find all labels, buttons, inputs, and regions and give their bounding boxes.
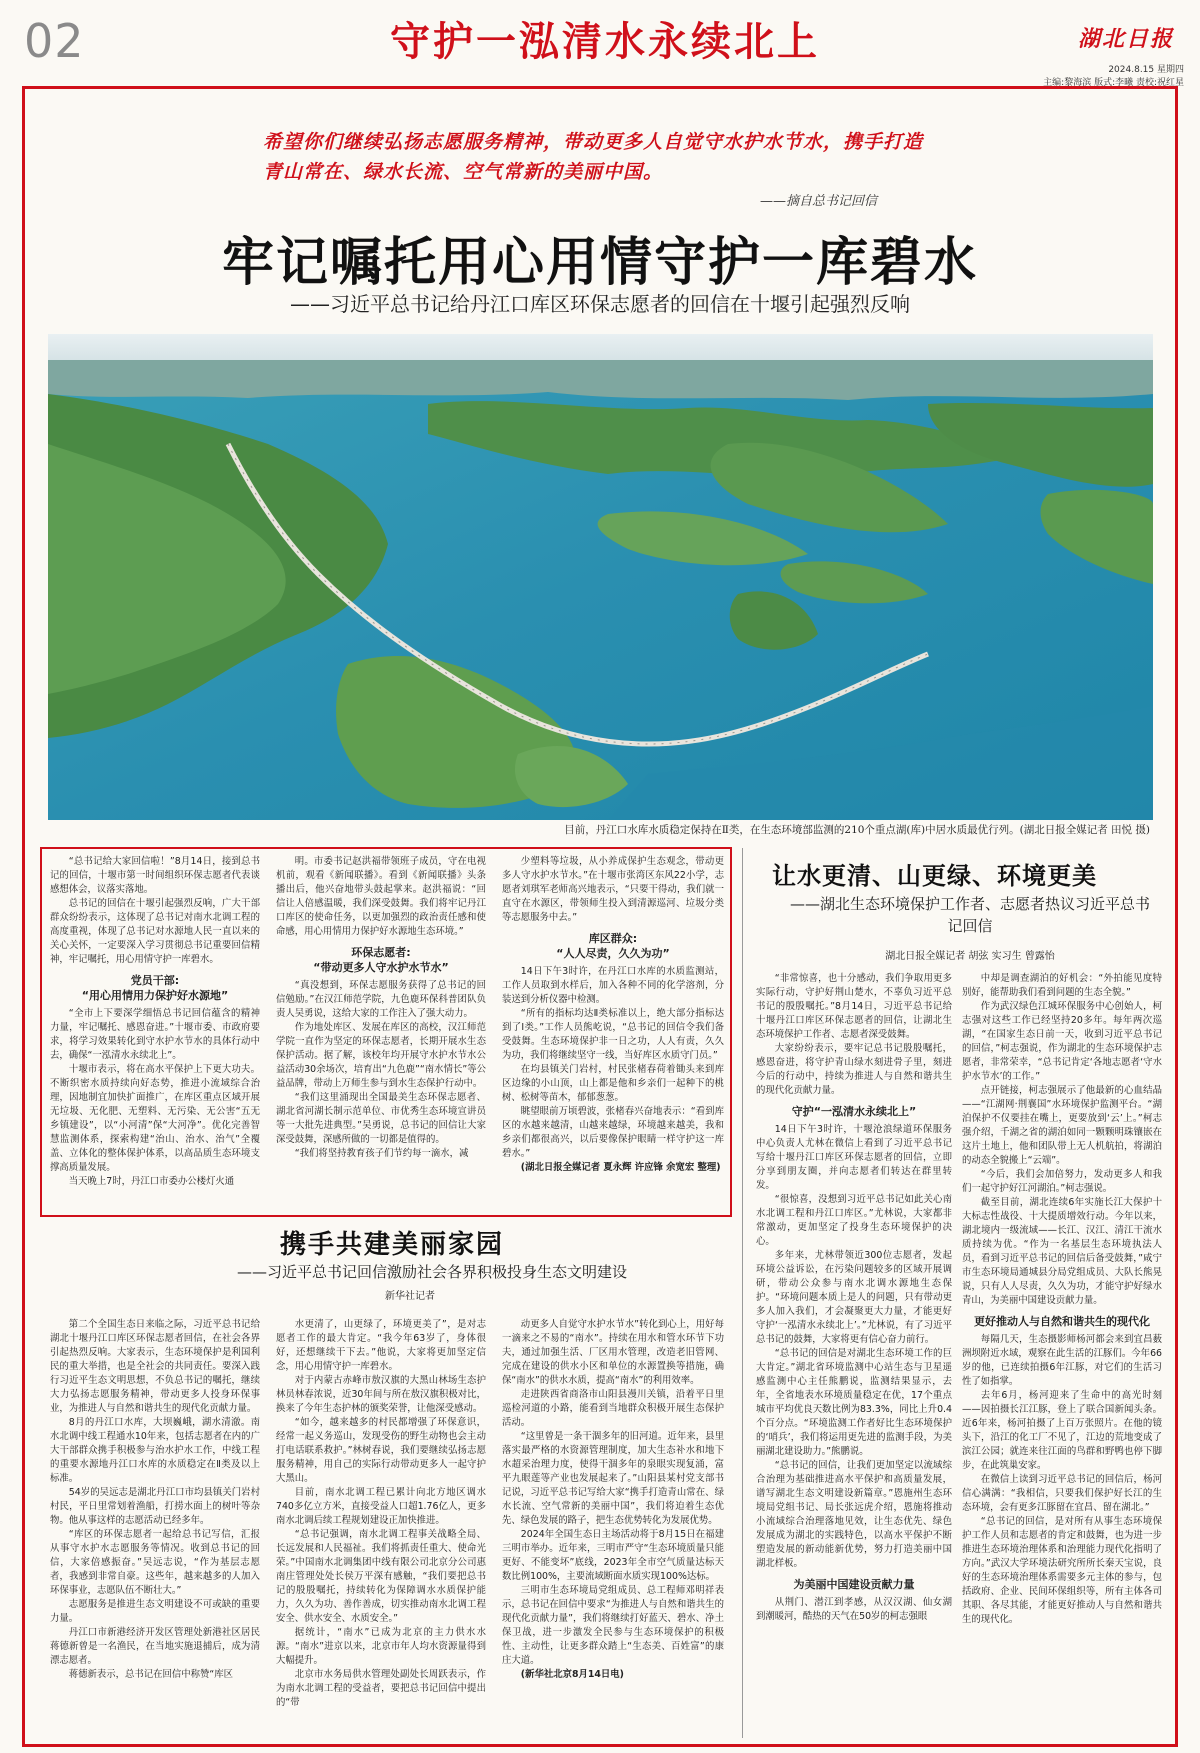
paragraph: 动更多人自觉守水护水节水”转化到心上，用好每一滴来之不易的“南水”。持续在用水和管水环节下功夫，通过加强生活、厂区用水管理，改造老旧管网、完成在建设的供水小区和单位的水源置换等措施，确保“南水”的供水水质，提高“南水”的利用效率。 (502, 1319, 724, 1386)
section3-byline: 湖北日报全媒记者 胡弦 实习生 曾露怡 (885, 951, 1055, 962)
paragraph: 中却是调查湖泊的好机会：“外拍能见度特别好，能帮助我们看到问题的生态全貌。” (962, 973, 1162, 998)
photo-caption: 目前，丹江口水库水质稳定保持在Ⅱ类，在生态环境部监测的210个重点湖(库)中居水质最优行列。(湖北日报全媒记者 田悦 摄) (564, 824, 1150, 836)
paragraph: “今后，我们会加倍努力，发动更多人和我们一起守护好江河湖泊。”柯志强说。 (962, 1169, 1162, 1194)
paragraph: 对于内蒙古赤峰市敖汉旗的大黑山林场生态护林员林春浓说，近30年间与所在敖汉旗积极对比，换来了今年生态护林的颁奖荣誉，让他深受感动。 (276, 1375, 486, 1414)
subhead-label: 环保志愿者: (351, 946, 411, 959)
section2-subheadline: ——习近平总书记回信激励社会各界积极投身生态文明建设 (236, 1263, 627, 1281)
paragraph: 蒋德新表示，总书记在回信中称赞“库区 (68, 1669, 234, 1680)
paragraph: 多年来，尤林带领近300位志愿者，发起环境公益诉讼，在污染问题较多的区域开展调研，带动公众参与南水北调水源地生态保护。“环境问题本质上是人的问题，只有带动更多人加入我们，才会凝聚更大力量，才能更好守护‘一泓清水永续北上’。”尤林说，有了习近平总书记的鼓舞，大家将更有信心奋力前行。 (756, 1250, 952, 1345)
paragraph: “很惊喜，没想到习近平总书记如此关心南水北调工程和丹江口库区。”尤林说，大家都非常激动，更加坚定了投身生态环境保护的决心。 (756, 1194, 952, 1247)
page-header-title: 守护一泓清水永续北上 (390, 18, 820, 65)
newspaper-logo: 湖北日报 (1078, 26, 1175, 52)
paragraph: 8月的丹江口水库，大坝巍峨，湖水清澈。南水北调中线工程通水10年来，包括志愿者在内的广大干部群众携手积极参与治水护水工作，中线工程的重要水源地丹江口水库的水质稳定在Ⅱ类及以上标准。 (50, 1417, 260, 1484)
paragraph: 去年6月，杨河迎来了生命中的高光时刻——因拍摄长江江豚，登上了联合国新闻头条。近6年来，杨河拍摄了上百万张照片。在他的镜头下，沿江的化工厂不见了，江边的荒地变成了滨江公园；就连来往江面的鸟群和野鸭也停下脚步，在此筑巢安家。 (962, 1390, 1162, 1471)
section2-col2 (276, 1318, 486, 1738)
lead-headline: 牢记嘱托用心用情守护一库碧水 (221, 232, 978, 293)
subhead: 守护“一泓清水永续北上” (791, 1105, 917, 1118)
paragraph: 从荆门、潜江到孝感，从汉汉湖、仙女湖到潮暖河，酷热的天气在50岁的柯志强眼 (756, 1597, 952, 1622)
subhead: 更好推动人与自然和谐共生的现代化 (974, 1315, 1150, 1328)
paragraph: 每隔几天，生态摄影师杨河都会来到宜昌薮洲坝附近水域，观察在此生活的江豚们。今年66岁的他，已连续拍摄6年江豚，对它们的生活习性了如指掌。 (962, 1334, 1162, 1387)
paragraph: 在均县镇关门岩村，村民张楮春荷着锄头来到库区边缘的小山顶，山上都是他和乡亲们一起种下的桃树、松树等苗木，郁郁葱葱。 (502, 1064, 724, 1103)
section2-headline: 携手共建美丽家园 (280, 1230, 505, 1260)
paragraph: 作为武汉绿色江城环保服务中心创始人，柯志强对这些工作已经坚持20多年。每年两次巡湖，“在国家生态日前一天，收到习近平总书记的回信，”柯志强说，作为湖北的生态环境保护志愿者，非常荣幸，“总书记肯定‘各地志愿者‘守水护水节水’的工作。” (962, 1001, 1162, 1082)
subhead: 为美丽中国建设贡献力量 (793, 1578, 915, 1591)
lead-article-col3 (502, 855, 724, 1211)
paragraph: 总书记的回信在十堰引起强烈反响，广大干部群众纷纷表示，这体现了总书记对南水北调工程的高度重视，体现了总书记对水源地人民一直以来的关心关怀，一定要深入学习贯彻总书记重要回信精神，牢记嘱托，用心用情守护一库碧水。 (50, 898, 260, 965)
subhead (276, 945, 486, 975)
paragraph: “总书记的回信是对湖北生态环境工作的巨大肯定。”湖北省环境监测中心站生态与卫星遥感监测中心主任熊鹏说，监测结果显示，去年，全省地表水环境质量稳定在优，17个重点城市平均优良天数比例为83.3%，同比上升0.4个百分点。“环境监测工作者好比生态环境保护的‘哨兵’，我们将运用更先进的监测手段，为美丽湖北建设助力。”熊鹏说。 (756, 1348, 952, 1457)
paragraph: 走进陕西省商洛市山阳县漫川关镇，沿着平日里巡检河道的小路，能看到当地群众积极开展生态保护活动。 (502, 1389, 724, 1428)
article-credit: (新华社北京8月14日电) (520, 1669, 624, 1680)
paragraph: 14日下午3时许，十堰沧浪绿道环保服务中心负责人尤林在微信上看到了习近平总书记写给十堰丹江口库区环保志愿者的回信，立即分享到朋友圈，并向志愿者们转达在群里转发。 (756, 1124, 952, 1191)
pull-quote: 希望你们继续弘扬志愿服务精神，带动更多人自觉守水护水节水，携手打造青山常在、绿水长流、空气常新的美丽中国。 (263, 131, 924, 183)
issue-date: 2024.8.15 星期四 (1108, 65, 1184, 75)
paragraph: 丹江口市新港经济开发区管理处新港社区居民蒋德新曾是一名渔民，在当地实施退捕后，成为清漂志愿者。 (50, 1627, 260, 1666)
paragraph: “所有的指标均达Ⅱ类标准以上，绝大部分指标达到了Ⅰ类。”工作人员熊屹说，“总书记的回信令我们备受鼓舞。生态环境保护非一日之功，人人有责，久久为功，我们将继续坚守一线，当好库区水质守门员。” (502, 1008, 724, 1061)
paragraph: 志愿服务是推进生态文明建设不可或缺的重要力量。 (50, 1599, 260, 1624)
paragraph: 十堰市表示，将在高水平保护上下更大功夫。不断织密水质持续向好态势，推进小流域综合治理，因地制宜加快扩面推广，在库区重点区域开展无垃圾、无化肥、无塑料、无污染、无公害“五无乡镇建设”，以“小河清”保“大河净”。优化完善智慧监测体系，探索构建“治山、治水、治气”全覆盖、立体化的整体保护体系，以高品质生态环境支撑高质量发展。 (50, 1064, 260, 1173)
paragraph: “库区的环保志愿者一起给总书记写信，汇报从事守水护水志愿服务等情况。收到总书记的回信，大家倍感振奋。”吴远志说，“作为基层志愿者，我感到非常自豪。这些年，越来越多的人加入环保事业，志愿队伍不断壮大。” (50, 1529, 260, 1596)
paragraph: 54岁的吴远志是湖北丹江口市均县镇关门岩村村民，平日里常划着渔船，打捞水面上的树叶等杂物。他从事这样的志愿活动已经多年。 (50, 1487, 260, 1526)
subhead-label: 库区群众: (588, 932, 638, 945)
section3-col1 (756, 972, 952, 1738)
section3-headline: 让水更清、山更绿、环境更美 (772, 861, 1097, 890)
subhead-quote: “带动更多人守水护水节水” (313, 961, 449, 974)
paragraph: 目前，南水北调工程已累计向北方地区调水740多亿立方米，直接受益人口超1.76亿人，更多南水北调后续工程规划建设正加快推进。 (276, 1487, 486, 1526)
paragraph: “我们这里涌现出全国最美生态环保志愿者、湖北省河湖长制示范单位、市优秀生态环境宣讲员等一大批先进典型。”吴勇说，总书记的回信让大家深受鼓舞，深感所做的一切都是值得的。 (276, 1092, 486, 1145)
paragraph: 在微信上读到习近平总书记的回信后，杨河信心满满：“我相信，只要我们保护好长江的生态环境，会有更多江豚留在宜昌、留在湖北。” (962, 1474, 1162, 1513)
reservoir-photo-illustration (48, 334, 1153, 820)
lead-subheadline: ——习近平总书记给丹江口库区环保志愿者的回信在十堰引起强烈反响 (290, 292, 910, 316)
subhead (50, 973, 260, 1003)
paragraph: 水更清了，山更绿了，环境更美了”，是对志愿者工作的最大肯定。“我今年63岁了，身体很好，还想继续干下去。”他说，大家将更加坚定信念，用心用情守护一库碧水。 (276, 1319, 486, 1372)
section2-byline: 新华社记者 (385, 1291, 435, 1302)
paragraph: 作为地处库区、发展在库区的高校，汉江师范学院一直作为坚定的环保志愿者，长期开展水生态保护活动。据了解，该校年均开展守水护水节水公益活动30余场次，培育出“九色鹿”“南水情长”等公益品牌，带动上万师生参与到水生态保护行动中。 (276, 1022, 486, 1089)
column-divider (742, 848, 743, 1738)
paragraph: 2024年全国生态日主场活动将于8月15日在福建三明市举办。近年来，三明市严守“生态环境质量只能更好、不能变坏”底线，2023年全市空气质量达标天数比例100%，主要流域断面水质实现100%达标。 (502, 1529, 724, 1582)
paragraph: “总书记的回信，是对所有从事生态环境保护工作人员和志愿者的肯定和鼓舞，也为进一步推进生态环境治理体系和治理能力现代化指明了方向。”武汉大学环境法研究所所长秦天宝说，良好的生态环境治理体系需要多元主体的参与，包括政府、企业、民间环保组织等，所有主体各司其职、各尽其能，才能更好推动人与自然和谐共生的现代化。 (962, 1516, 1162, 1625)
paragraph: 明。市委书记赵洪福带领班子成员，守在电视机前，观看《新闻联播》。看到《新闻联播》头条播出后，他兴奋地带头鼓起掌来。赵洪福说：“回信让人倍感温暖，我们深受鼓舞。我们将牢记丹江口库区的使命任务，以更加强烈的政治责任感和使命感，用心用情用力保护好水源地生态环境。” (276, 856, 486, 937)
subhead (502, 931, 724, 961)
editor-credits: 主编:黎海滨 版式:李曦 责校:祝红星 (1043, 78, 1184, 88)
subhead-quote: “用心用情用力保护好水源地” (81, 989, 229, 1002)
paragraph: 眺望眼前万顷碧波，张楮春兴奋地表示：“看到库区的水越来越清，山越来越绿，环境越来越美，我和乡亲们都很高兴，以后要像保护眼睛一样守护这一库碧水。” (502, 1106, 724, 1159)
paragraph: “如今，越来越多的村民都增强了环保意识，经常一起义务巡山，发现受伤的野生动物也会主动打电话联系救护。”林树春说，我们要继续弘扬志愿服务精神，用自己的实际行动带动更多人一起守护大黑山。 (276, 1417, 486, 1484)
paragraph: 14日下午3时许，在丹江口水库的水质监测站，工作人员取到水样后，加入各种不同的化学溶剂，分装送到分析仪器中检测。 (502, 966, 724, 1005)
subhead-label: 党员干部: (130, 974, 180, 987)
paragraph: 当天晚上7时，丹江口市委办公楼灯火通 (68, 1176, 235, 1187)
article-credit: (湖北日报全媒记者 夏永辉 许应锋 余宽宏 整理) (520, 1162, 721, 1173)
paragraph: “总书记强调，南水北调工程事关战略全局、长远发展和人民福祉。我们将抓责任重大、使命光荣。”中国南水北调集团中线有限公司北京分公司惠南庄管理处处长侯万平深有感触，“我们要把总书记的殷殷嘱托，持续转化为保障调水水质保护能力，久久为功、善作善成，切实推动南水北调工程安全、供水安全、水质安全。” (276, 1529, 486, 1624)
paragraph: 据统计，“南水”已成为北京的主力供水水源。“南水”进京以来，北京市年人均水资源量得到大幅提升。 (276, 1627, 486, 1666)
page-number: 02 (24, 14, 85, 68)
paragraph: “真没想到，环保志愿服务获得了总书记的回信勉励。”在汉江师范学院，九色鹿环保科普团队负责人吴勇说，这给大家的工作注入了强大动力。 (276, 980, 486, 1019)
section3-subheadline: ——湖北生态环境保护工作者、志愿者热议习近平总书记回信 (790, 895, 1151, 935)
paragraph: 三明市生态环境局党组成员、总工程师邓明祥表示，总书记在回信中要求“为推进人与自然和谐共生的现代化贡献力量”，我们将继续打好蓝天、碧水、净土保卫战，进一步激发全民参与生态环境保护的积极性、主动性，让更多群众踏上“生态美、百姓富”的康庄大道。 (502, 1585, 724, 1666)
quote-source: ——摘自总书记回信 (760, 194, 878, 209)
section2-col3 (502, 1318, 724, 1738)
paragraph: 点开链接，柯志强展示了他最新的心血结晶——“江湖网·荆襄国”水环境保护监测平台。“湖泊保护不仅要挂在嘴上，更要放到‘云’上。”柯志强介绍，千湖之省的湖泊如同一颗颗明珠镶嵌在这片土地上，他和团队带上无人机航拍，将湖泊的动态全貌搬上“云端”。 (962, 1085, 1162, 1166)
subhead-quote: “人人尽责，久久为功” (556, 947, 670, 960)
lead-article-col2 (276, 855, 486, 1211)
paragraph: “总书记的回信，让我们更加坚定以流域综合治理为基础推进高水平保护和高质量发展，谱写湖北生态文明建设新篇章。”恩施州生态环境局党组书记、局长张远虎介绍，恩施将推动小流域综合治理落地见效，让生态优先、绿色发展成为湖北的实践特色，以高水平保护不断塑造发展的新动能新优势，努力打造美丽中国湖北样板。 (756, 1460, 952, 1569)
paragraph: “非常惊喜，也十分感动，我们争取用更多实际行动，守护好荆山楚水，不辜负习近平总书记的殷殷嘱托。”8月14日，习近平总书记给十堰丹江口库区环保志愿者的回信，让湖北生态环境保护工作者、志愿者深受鼓舞。 (756, 973, 952, 1040)
paragraph: “全市上下要深学细悟总书记回信蕴含的精神力量，牢记嘱托、感恩奋进。”十堰市委、市政府要求，将学习效果转化到守水护水节水的具体行动中去，确保“一泓清水永续北上”。 (50, 1008, 260, 1061)
paragraph: “这里曾是一条干涸多年的旧河道。近年来，县里落实最严格的水资源管理制度，加大生态补水和地下水超采治理力度，使得干涸多年的泉眼实现复涌，富平九眼莲等产业也发展起来了。”山阳县某村党支部书记说，习近平总书记写给大家“携手打造青山常在、绿水长流、空气常新的美丽中国”，我们将迫着生态优先、绿色发展的路子，把生态优势转化为发展优势。 (502, 1431, 724, 1526)
section2-col1 (50, 1318, 260, 1738)
paragraph: 第二个全国生态日来临之际，习近平总书记给湖北十堰丹江口库区环保志愿者回信，在社会各界引起热烈反响。大家表示，生态环境保护是利国利民的重大举措，也是全社会的共同责任。要深入践行习近平生态文明思想，不负总书记的嘱托，继续大力弘扬志愿服务精神，带动更多人投身环保事业，为推进人与自然和谐共生的现代化贡献力量。 (50, 1319, 260, 1414)
paragraph: “总书记给大家回信啦！”8月14日，接到总书记的回信，十堰市第一时间组织环保志愿者代表谈感想体会，议落实落地。 (50, 856, 260, 895)
paragraph: 大家纷纷表示，要牢记总书记殷殷嘱托，感恩奋进，将守护青山绿水刻进骨子里，刻进今后的行动中，持续为推进人与自然和谐共生的现代化贡献力量。 (756, 1043, 952, 1096)
reservoir-photo (48, 334, 1153, 820)
paragraph: 北京市水务局供水管理处副处长周跃表示，作为南水北调工程的受益者，要把总书记回信中提出的“带 (276, 1669, 486, 1708)
section3-col2 (962, 972, 1162, 1738)
paragraph: “我们将坚持教育孩子们节约每一滴水，减 (294, 1148, 469, 1159)
lead-article-col1 (50, 855, 260, 1211)
paragraph: 少塑料等垃圾，从小养成保护生态观念，带动更多人守水护水节水。”在十堰市张湾区东风22小学，志愿者刘琪军老师高兴地表示，“只要干得动，我们就一直守在水源区，带领师生投入到清源巡河、垃圾分类等志愿服务中去。” (502, 856, 724, 923)
paragraph: 截至目前，湖北连续6年实施长江大保护十大标志性战役、十大提质增效行动。今年以来，湖北境内一级流域——长江、汉江、清江干流水质持续为优。“作为一名基层生态环境执法人员，看到习近平总书记的回信后备受鼓舞，”咸宁市生态环境局通城县分局党组成员、大队长熊晃说，只有人人尽责，久久为功，才能守护好绿水青山，为美丽中国建设贡献力量。 (962, 1197, 1162, 1306)
